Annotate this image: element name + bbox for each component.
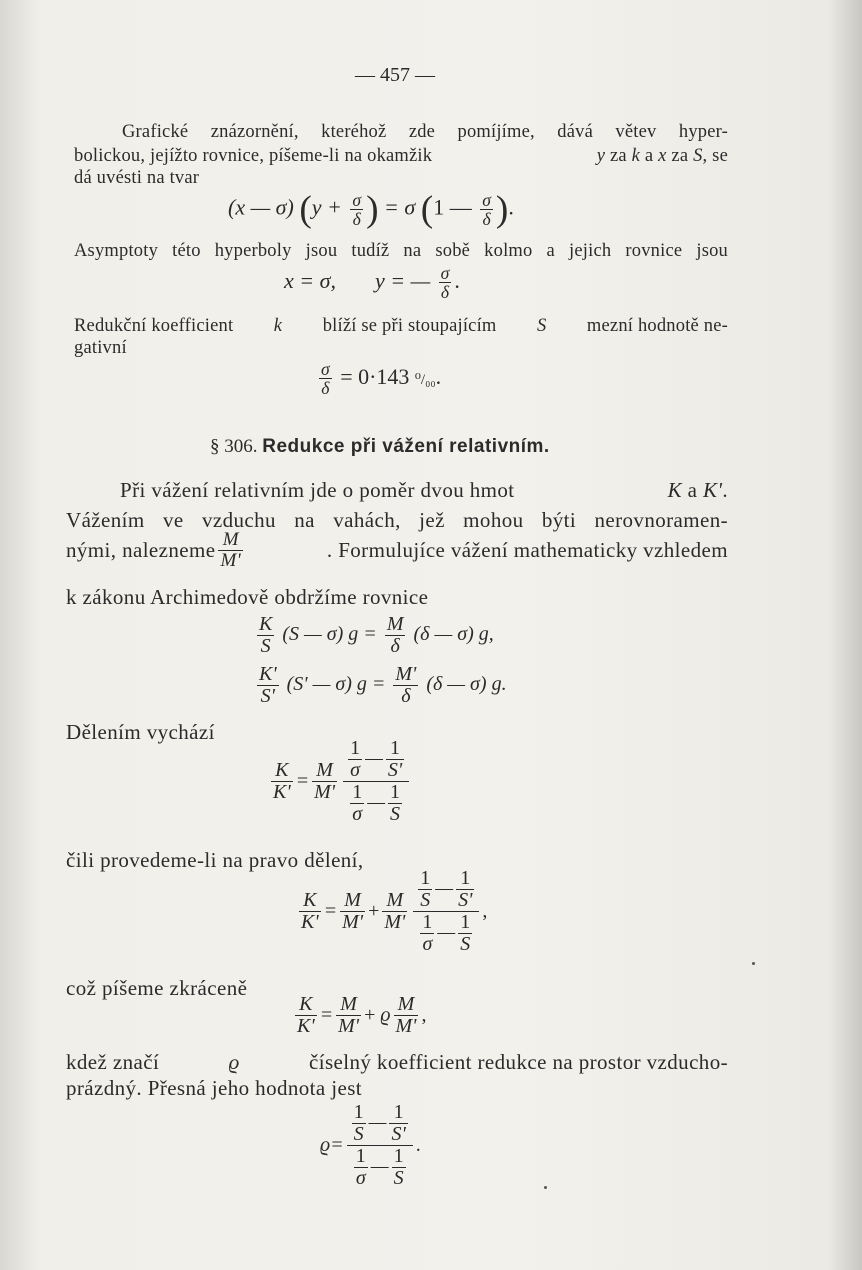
eq-term: . [508,194,514,220]
text-segment: bolickou, jejížto rovnice, píšeme-li na okamžik [74,146,433,166]
fraction-denominator: K' [301,911,319,933]
fraction-numerator: M [386,613,404,635]
short-form-sentence: což píšeme zkráceně [66,976,248,1000]
eq-term: . [454,268,460,294]
fraction-numerator: K [271,760,293,782]
equation-expanded [296,868,487,955]
equation-ratio-value [316,360,441,398]
eq-term: 1 — [433,194,472,220]
var-k: k [631,146,641,166]
eq-term: , [482,900,488,922]
var-k: k [273,316,283,336]
eq-term: — [437,921,456,944]
fraction-numerator: 1 [386,738,404,760]
text-segment: . Formulujíce vážení mathematicky vzhledem [326,537,728,562]
var-K-prime: K' [703,478,723,502]
text-segment: za [671,146,689,166]
fraction-numerator: 1 [420,867,431,889]
print-speck [752,962,755,965]
fraction-numerator: M' [395,663,417,685]
fraction-denominator: σ [352,803,363,825]
fraction-denominator: S [420,889,431,911]
fraction-numerator: M [394,994,419,1016]
fraction-denominator: δ [482,209,491,229]
equation-weighing-1 [254,614,494,657]
equation-hyperbola: (x — σ) (y + $\frac{\sigma}{\delta}$ ) = σ (1 — $\frac{\sigma}{\delta}$ ). [228,189,514,230]
eq-term: — [367,791,385,814]
eq-term: — [368,1111,387,1134]
eq-term: (δ — σ) g. [426,673,507,696]
fraction-numerator: 1 [456,868,474,890]
text-segment: za [610,146,627,166]
fraction-numerator: 1 [355,1145,366,1167]
paragraph-3-line-3 [66,530,728,571]
equation-short [292,994,426,1037]
equation-asymptotes [284,264,460,302]
eq-term: . [415,1134,421,1156]
fraction-numerator: 1 [422,911,433,933]
text-segment: , se [702,146,728,166]
eq-term: = [319,1004,334,1026]
eq-term: . [435,364,442,390]
fraction-denominator: δ [321,378,330,399]
var-S: S [537,316,547,336]
section-heading [210,436,550,458]
var-rho: ϱ [320,1134,331,1156]
eq-term: (δ — σ) g, [413,623,494,646]
print-speck [544,1186,547,1189]
fraction-numerator: σ [440,263,450,283]
fraction-denominator: S [390,803,400,825]
fraction-numerator: K [295,994,317,1016]
fraction-denominator: S' [387,759,403,781]
paragraph-1-line-3: dá uvésti na tvar [74,168,200,188]
var-rho: ϱ [380,1004,391,1026]
var-y: y [596,146,606,166]
asymptote-sentence: Asymptoty této hyperboly jsou tudíž na sobě kolmo a jejich rovnice jsou [74,241,728,261]
fraction-denominator: δ [352,209,361,229]
fraction-denominator: K' [297,1015,315,1037]
eq-term: = [330,1134,344,1156]
fraction-numerator: σ [352,189,362,210]
eq-term: — [370,1155,389,1178]
equation-rho [320,1102,421,1189]
fraction-numerator: 1 [393,1145,404,1167]
paragraph-1-line-2 [74,146,728,167]
paragraph-4-line-2: prázdný. Přesná jeho hodnota jest [66,1076,363,1100]
fraction-numerator: 1 [390,781,400,803]
text-segment: Redukční koefficient [74,316,234,336]
eq-term: (S — σ) g = [282,623,377,646]
paragraph-4-line-1 [66,1050,728,1075]
eq-term: (S' — σ) g = [286,673,386,696]
fraction-numerator: 1 [352,781,363,803]
fraction-numerator: M [218,530,243,551]
fraction-denominator: S [460,933,471,955]
fraction-numerator: M [312,760,337,782]
fraction-denominator: δ [390,635,400,657]
text-segment: nými, nalezneme [66,537,216,562]
fraction-numerator: K [259,613,273,635]
fraction-denominator: δ [401,685,411,707]
fraction-denominator: M' [220,549,242,571]
fraction-denominator: M' [395,1015,417,1037]
fraction-denominator: M' [314,781,336,803]
paragraph-3-line-4: k zákonu Archimedově obdržíme rovnice [66,585,429,609]
fraction-denominator: S [353,1123,364,1145]
equation-weighing-2 [254,664,507,707]
fraction-numerator: M [336,994,361,1016]
equation-division [268,738,412,825]
text-segment: kdež značí [66,1050,160,1074]
var-S: S [693,146,703,166]
fraction-denominator: S' [458,889,473,911]
var-K: K [667,478,682,502]
fraction-denominator: S [260,635,271,657]
paragraph-1-line-1: Grafické znázornění, kteréhož zde pomíjíme, dává větev hyper- [122,122,728,142]
eq-term: (x — σ) [228,194,294,220]
fraction-numerator: 1 [350,737,361,759]
fraction-numerator: 1 [389,1102,407,1124]
fraction-numerator: σ [482,189,491,210]
fraction-numerator: K' [259,663,277,685]
text-segment: a [687,478,698,502]
fraction-numerator: M [340,890,365,912]
eq-term: y + [311,194,342,220]
eq-term: y = — [374,268,431,294]
division-sentence: čili provedeme-li na pravo dělení, [66,848,364,872]
fraction-denominator: K' [273,781,291,803]
fraction-numerator: 1 [460,911,471,933]
section-title: Redukce při vážení relativním. [262,436,550,457]
text-segment: blíží se při stoupajícím [322,316,497,336]
fraction-denominator: σ [422,933,433,955]
fraction-numerator: σ [321,359,330,379]
eq-term: — [435,877,454,900]
fraction-denominator: M' [338,1015,360,1037]
eq-term: + [368,900,380,922]
var-x: x [658,146,667,166]
text-segment: a [644,146,654,166]
var-rho: ϱ [228,1050,240,1074]
fraction-numerator: K [299,890,321,912]
fraction-denominator: M' [342,911,364,933]
section-number: § 306. [210,436,258,457]
fraction-denominator: S' [260,685,275,707]
eq-term: — [365,747,383,770]
eq-term: ⁰/₀₀ [414,372,436,389]
paragraph-2-line-1 [74,316,728,337]
fraction-denominator: S' [391,1123,406,1145]
text-segment: . [722,478,728,502]
paragraph-3-line-1 [120,478,728,503]
dividing-sentence: Dělením vychází [66,720,215,744]
eq-term: = σ [384,194,416,220]
eq-term: = 0·143 [340,364,410,390]
fraction-numerator: M [382,890,407,912]
eq-term: , [421,1004,427,1026]
fraction-denominator: σ [355,1167,366,1189]
eq-term: x = σ, [284,268,336,294]
paragraph-2-line-2: gativní [74,338,127,358]
fraction-denominator: σ [350,759,360,781]
fraction-denominator: M' [384,911,406,933]
fraction-denominator: δ [440,282,450,303]
text-segment: mezní hodnotě ne- [586,316,728,336]
paragraph-3-line-2: Vážením ve vzduchu na vahách, jež mohou býti nerovnoramen- [66,508,728,532]
page-number: — 457 — [355,64,435,86]
fraction-denominator: S [393,1167,404,1189]
eq-term: = [323,900,338,922]
text-segment: číselný koefficient redukce na prostor vzducho- [308,1050,728,1074]
text-segment: Při vážení relativním jde o poměr dvou hmot [120,478,515,502]
eq-term: + [364,1004,376,1026]
eq-term: = [295,770,310,792]
fraction-numerator: 1 [353,1101,364,1123]
